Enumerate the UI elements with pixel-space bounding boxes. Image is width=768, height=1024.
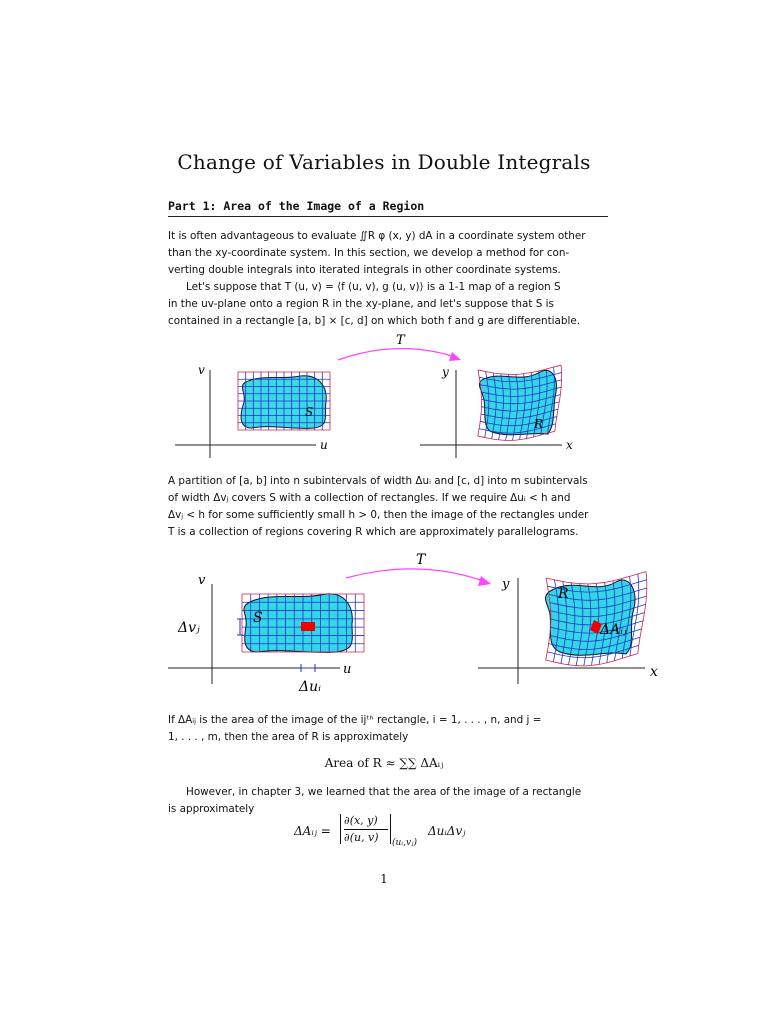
jacobian-numerator: ∂(x, y) [344, 814, 378, 827]
axis-y-label: y [442, 365, 449, 379]
label-s: S [253, 610, 263, 626]
equation-area-sum: Area of R ≈ ∑∑ ΔAᵢⱼ [324, 756, 444, 770]
figure-2 [0, 548, 768, 703]
figure-1 [0, 330, 768, 460]
section-heading: Part 1: Area of the Image of a Region [168, 199, 425, 213]
paragraph-partition [168, 473, 608, 541]
label-delta-a: ΔAᵢⱼ [600, 622, 627, 638]
abs-bar-right [390, 814, 391, 844]
page-number: 1 [380, 872, 388, 886]
evaluation-point: (uᵢ,vⱼ) [392, 838, 417, 848]
map-label-t: T [396, 333, 405, 348]
label-delta-u: Δuᵢ [299, 679, 321, 695]
map-arrow [338, 348, 458, 360]
text-line: T is a collection of regions covering R which are approximately parallelograms. [168, 526, 579, 538]
text-line: However, in chapter 3, we learned that the area of the image of a rectangle [186, 786, 582, 798]
paragraph-area [168, 712, 608, 746]
fraction-bar [344, 829, 388, 830]
grid-curve [478, 370, 482, 436]
axis-u-label: u [343, 662, 352, 677]
text-line: is approximately [168, 803, 255, 815]
text-line: If ΔAᵢⱼ is the area of the image of the ijᵗʰ rectangle, i = 1, . . . , n, and j = [168, 714, 542, 726]
text-line: Let's suppose that T (u, v) = ⟨f (u, v), g (u, v)⟩ is a 1-1 map of a region S [186, 281, 561, 293]
axis-v-label: v [198, 573, 206, 588]
text-line: contained in a rectangle [a, b] × [c, d] on which both f and g are differentiable. [168, 315, 581, 327]
text-line: 1, . . . , m, then the area of R is approximately [168, 731, 409, 743]
du-marker [301, 664, 315, 672]
map-arrow [346, 569, 486, 582]
axis-x-label: x [566, 438, 573, 452]
grid-curve [546, 572, 646, 584]
paragraph-intro [168, 228, 608, 330]
grid-curve [638, 572, 647, 654]
text-line: in the uv-plane onto a region R in the xy-plane, and let's suppose that S is [168, 298, 554, 310]
axis-v-label: v [198, 363, 205, 377]
arrow-head [478, 576, 491, 586]
text-line: of width Δvⱼ covers S with a collection of rectangles. If we require Δuᵢ < h and [168, 492, 571, 504]
highlight-rectangle [301, 622, 315, 631]
text-line: verting double integrals into iterated integrals in other coordinate systems. [168, 264, 561, 276]
text-line: It is often advantageous to evaluate ∬R φ (x, y) dA in a coordinate system other [168, 230, 586, 242]
map-label-t: T [416, 552, 426, 568]
axis-u-label: u [320, 438, 328, 452]
grid-curve [555, 365, 562, 431]
label-delta-v: Δvⱼ [178, 620, 200, 636]
axis-x-label: x [650, 664, 658, 680]
heading-rule [168, 216, 608, 217]
abs-bar-left [340, 814, 341, 844]
label-s: S [305, 405, 314, 419]
arrow-head [449, 352, 461, 361]
text-line: A partition of [a, b] into n subintervals of width Δuᵢ and [c, d] into m subintervals [168, 475, 588, 487]
text-line: Δvⱼ < h for some sufficiently small h > 0, then the image of the rectangles under [168, 509, 589, 521]
axis-y-label: y [502, 577, 510, 592]
eq-lhs: ΔAᵢⱼ = [294, 824, 331, 838]
equation-jacobian [0, 812, 768, 856]
jacobian-denominator: ∂(u, v) [344, 831, 379, 844]
label-r: R [534, 417, 544, 431]
eq-rhs: ΔuᵢΔvⱼ [428, 824, 466, 838]
text-line: than the xy-coordinate system. In this section, we develop a method for con- [168, 247, 570, 259]
page-title: Change of Variables in Double Integrals [177, 150, 591, 174]
label-r: R [558, 586, 569, 602]
